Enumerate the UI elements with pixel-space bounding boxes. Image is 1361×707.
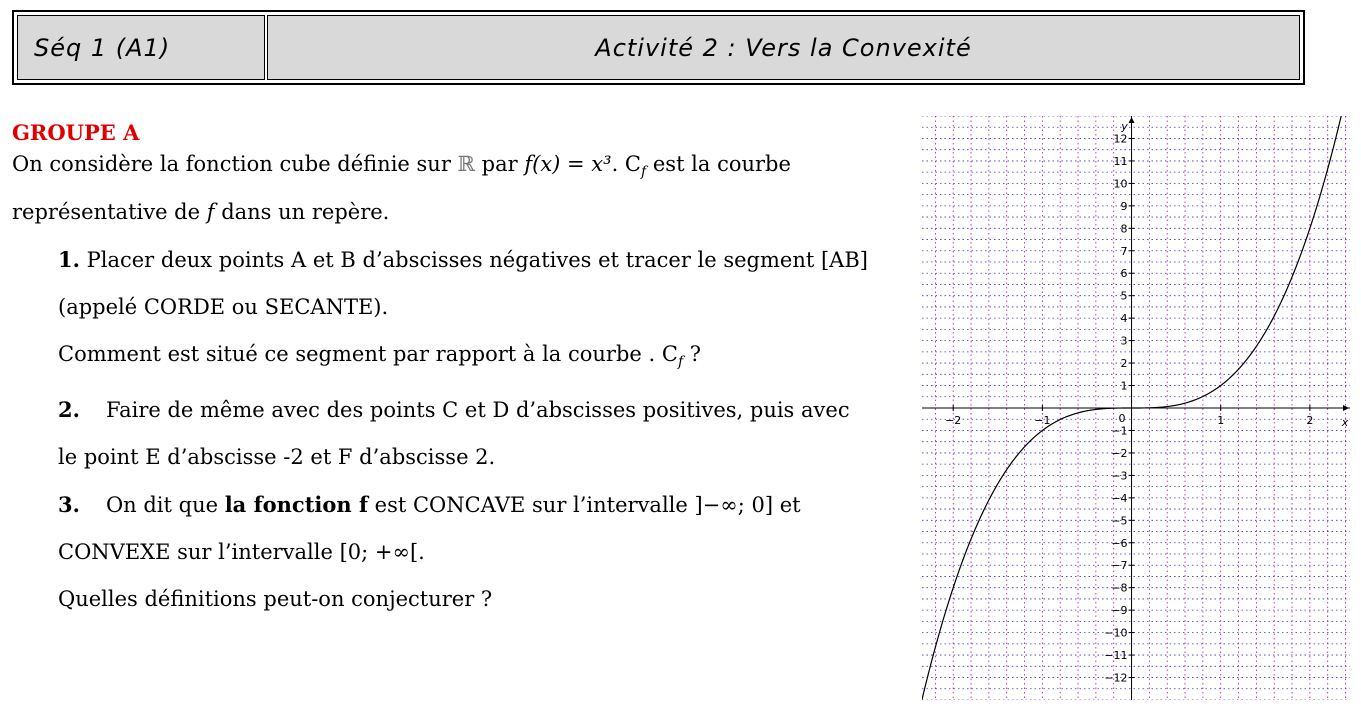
group-title: GROUPE A (12, 120, 140, 145)
question-2-line-1 (12, 386, 912, 434)
x-tick-label: 1 (1217, 414, 1225, 427)
y-tick-label: 9 (1120, 199, 1128, 213)
x-axis-label: x (1341, 416, 1349, 429)
x-tick-label: 2 (1306, 414, 1314, 427)
cube-function-graph (922, 116, 1350, 700)
x-axis-arrow (1343, 405, 1349, 411)
sequence-label: Séq 1 (A1) (17, 15, 265, 80)
y-tick-label: 10 (1113, 177, 1128, 191)
question-3-text: est CONCAVE sur l’intervalle ]−∞; 0] et (368, 493, 801, 518)
intro-line-1 (12, 149, 912, 187)
y-axis-arrow (1129, 117, 1135, 123)
y-tick-label: 3 (1120, 334, 1128, 348)
question-3-line-3: Quelles définitions peut-on conjecturer ? (58, 587, 493, 612)
y-tick-label: 12 (1113, 132, 1128, 146)
x-tick-label: −2 (945, 414, 962, 427)
cube-formula: f(x) = x³ (524, 152, 612, 176)
question-3-line-1 (12, 481, 912, 529)
y-tick-label: 4 (1120, 312, 1128, 326)
x-tick-label: −1 (1034, 414, 1051, 427)
intro-text: par (475, 152, 525, 176)
f-variable: f (206, 200, 215, 225)
y-tick-label: −4 (1111, 491, 1128, 505)
question-2-number: 2. (58, 397, 80, 423)
intro-text: représentative de (12, 200, 207, 225)
header-banner (12, 10, 1305, 85)
intro-line-2 (12, 189, 912, 236)
question-1-line-3 (12, 331, 912, 386)
graph-labels (945, 120, 1349, 685)
y-tick-label: −6 (1111, 536, 1128, 550)
y-tick-label: −10 (1104, 626, 1128, 640)
y-tick-label: 8 (1120, 222, 1128, 236)
reals-symbol: ℝ (457, 152, 475, 176)
y-tick-label: −11 (1104, 649, 1128, 663)
y-tick-label: −5 (1111, 514, 1128, 528)
subscript-f: f (641, 164, 647, 181)
question-1-text: ? (683, 342, 702, 367)
y-tick-label: 7 (1120, 244, 1128, 258)
intro-text: On considère la fonction cube définie sur (12, 152, 458, 176)
question-3-line-2: CONVEXE sur l’intervalle [0; +∞[. (58, 540, 425, 565)
y-tick-label: −8 (1111, 581, 1128, 595)
y-tick-label: 1 (1120, 379, 1128, 393)
function-f-bold: la fonction f (224, 492, 368, 518)
y-axis-label: y (1121, 120, 1128, 133)
question-1-text: Comment est situé ce segment par rapport à la courbe . C (58, 342, 678, 367)
intro-text: dans un repère. (214, 200, 390, 225)
exercise-text (12, 117, 912, 623)
y-tick-label: −7 (1111, 559, 1128, 573)
activity-title: Activité 2 : Vers la Convexité (267, 15, 1300, 80)
question-3-number: 3. (58, 492, 80, 518)
y-tick-label: 5 (1120, 289, 1128, 303)
y-tick-label: −2 (1111, 446, 1128, 460)
y-tick-label: 6 (1120, 267, 1128, 281)
question-1-line-1 (12, 236, 912, 284)
intro-text: . C (611, 152, 641, 176)
subscript-f: f (677, 354, 684, 371)
question-1-text: Placer deux points A et B d’abscisses négatives et tracer le segment [AB] (79, 248, 868, 273)
intro-text: est la courbe (646, 152, 791, 176)
y-tick-label: −12 (1104, 671, 1128, 685)
question-2-line-2: le point E d’abscisse -2 et F d’abscisse 2. (58, 445, 496, 470)
y-tick-label: −1 (1111, 424, 1128, 438)
question-2-text: Faire de même avec des points C et D d’abscisses positives, puis avec (105, 398, 850, 423)
question-1-line-2: (appelé CORDE ou SECANTE). (58, 295, 389, 320)
y-tick-label: 11 (1113, 154, 1128, 168)
y-tick-label: 2 (1120, 357, 1128, 371)
origin-label: 0 (1118, 412, 1126, 425)
question-1-number: 1. (58, 247, 80, 273)
question-3-text: On dit que (105, 493, 225, 518)
y-tick-label: −9 (1111, 604, 1128, 618)
y-tick-label: −3 (1111, 469, 1128, 483)
